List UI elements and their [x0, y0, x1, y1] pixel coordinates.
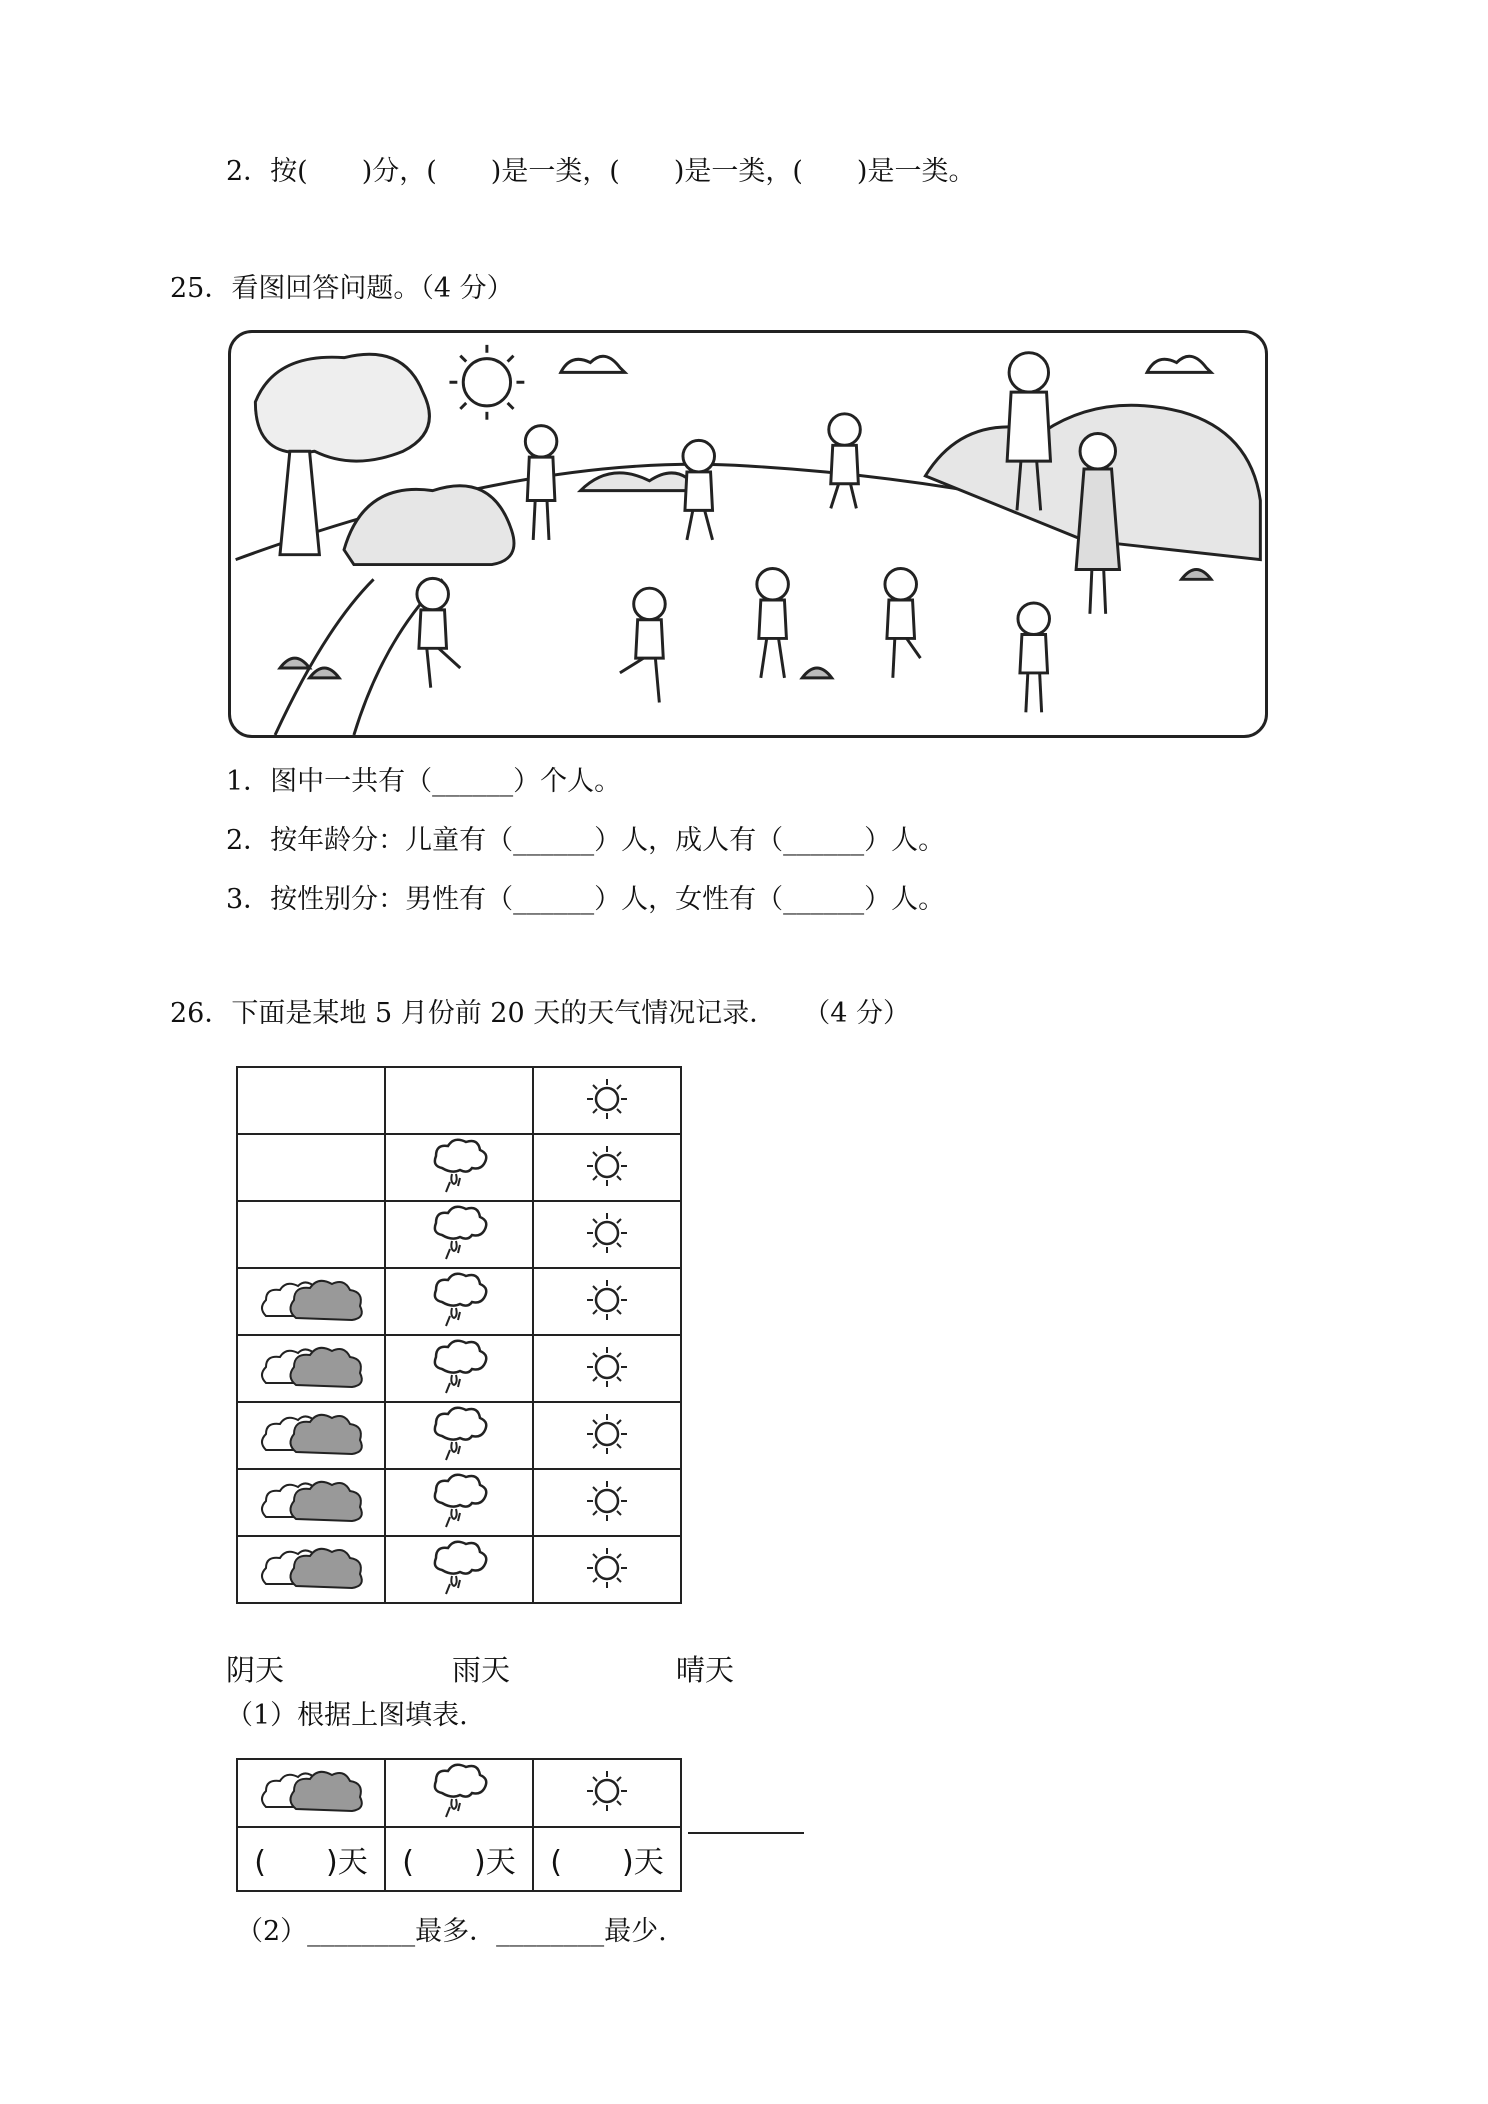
rainy-column-cell: [385, 1134, 533, 1201]
sun-icon: [584, 1277, 630, 1327]
cloudy-column-cell: [237, 1335, 385, 1402]
cloudy-column-cell: [237, 1067, 385, 1134]
pictograph-row: [237, 1201, 681, 1268]
sun-icon: [584, 1143, 630, 1193]
sunny-column-cell: [533, 1201, 681, 1268]
pictograph-row: [237, 1536, 681, 1603]
cloud-rain-icon: [428, 1270, 490, 1334]
cloud-rain-icon: [428, 1337, 490, 1401]
sun-icon: [584, 1411, 630, 1461]
cloud-overcast-icon: [256, 1274, 366, 1330]
cloud-overcast-icon: [256, 1542, 366, 1598]
cloud-rain-icon: [428, 1761, 490, 1825]
cloud-rain-icon: [428, 1404, 490, 1468]
rainy-column-cell: [385, 1335, 533, 1402]
sun-drawing: [449, 345, 524, 420]
sun-icon: [584, 1344, 630, 1394]
cloudy-column-cell: [237, 1536, 385, 1603]
rainy-column-cell: [385, 1268, 533, 1335]
extra-answer-line[interactable]: [688, 1832, 804, 1834]
sunny-column-cell: [533, 1402, 681, 1469]
rainy-column-cell: [385, 1402, 533, 1469]
weather-count-table: [236, 1758, 682, 1892]
header-rainy-cell: [385, 1759, 533, 1827]
sunny-column-cell: [533, 1469, 681, 1536]
pictograph-row: [237, 1268, 681, 1335]
q24-item-2: 2．按( )分，( )是一类，( )是一类，( )是一类。: [226, 156, 976, 187]
pictograph-row: [237, 1067, 681, 1134]
sun-icon: [584, 1768, 630, 1818]
pictograph-row: [237, 1402, 681, 1469]
cloud-rain-icon: [428, 1203, 490, 1267]
cloud-rain-icon: [428, 1538, 490, 1602]
park-scene-illustration: [228, 330, 1268, 738]
header-sunny-cell: [533, 1759, 681, 1827]
q25-sub-1: 1．图中一共有（______）个人。: [226, 766, 622, 797]
sunny-column-cell: [533, 1335, 681, 1402]
legend-sunny: 晴天: [676, 1653, 735, 1687]
rainy-column-cell: [385, 1067, 533, 1134]
cloud-overcast-icon: [256, 1475, 366, 1531]
pictograph-row: [237, 1134, 681, 1201]
sun-icon: [584, 1478, 630, 1528]
cloudy-column-cell: [237, 1268, 385, 1335]
cloudy-column-cell: [237, 1134, 385, 1201]
q25-sub-3: 3．按性别分：男性有（______）人，女性有（______）人。: [226, 884, 946, 915]
legend-rainy: 雨天: [452, 1653, 511, 1687]
q25-sub-2: 2．按年龄分：儿童有（______）人，成人有（______）人。: [226, 825, 946, 856]
cloud-rain-icon: [428, 1471, 490, 1535]
cloud-rain-icon: [428, 1136, 490, 1200]
cloudy-column-cell: [237, 1469, 385, 1536]
cloudy-days-answer[interactable]: ( )天: [237, 1827, 385, 1891]
sunny-column-cell: [533, 1268, 681, 1335]
header-cloudy-cell: [237, 1759, 385, 1827]
sun-icon: [584, 1545, 630, 1595]
legend-cloudy: 阴天: [226, 1653, 285, 1687]
rainy-column-cell: [385, 1469, 533, 1536]
sunny-column-cell: [533, 1536, 681, 1603]
cloudy-column-cell: [237, 1402, 385, 1469]
q26-part-2: （2）________最多．________最少.: [236, 1916, 667, 1947]
sun-icon: [584, 1210, 630, 1260]
rainy-column-cell: [385, 1201, 533, 1268]
cloud-overcast-icon: [256, 1765, 366, 1821]
sunny-column-cell: [533, 1067, 681, 1134]
weather-pictograph-table: [236, 1066, 682, 1604]
cloud-overcast-icon: [256, 1408, 366, 1464]
q25-title: 25．看图回答问题。（4 分）: [170, 273, 514, 304]
sunny-column-cell: [533, 1134, 681, 1201]
sun-icon: [584, 1076, 630, 1126]
pictograph-row: [237, 1335, 681, 1402]
sunny-days-answer[interactable]: ( )天: [533, 1827, 681, 1891]
pictograph-row: [237, 1469, 681, 1536]
cloudy-column-cell: [237, 1201, 385, 1268]
cloud-overcast-icon: [256, 1341, 366, 1397]
rainy-days-answer[interactable]: ( )天: [385, 1827, 533, 1891]
q26-title: 26．下面是某地 5 月份前 20 天的天气情况记录． （4 分）: [170, 998, 910, 1029]
rainy-column-cell: [385, 1536, 533, 1603]
q26-part-1: （1）根据上图填表.: [226, 1700, 468, 1731]
